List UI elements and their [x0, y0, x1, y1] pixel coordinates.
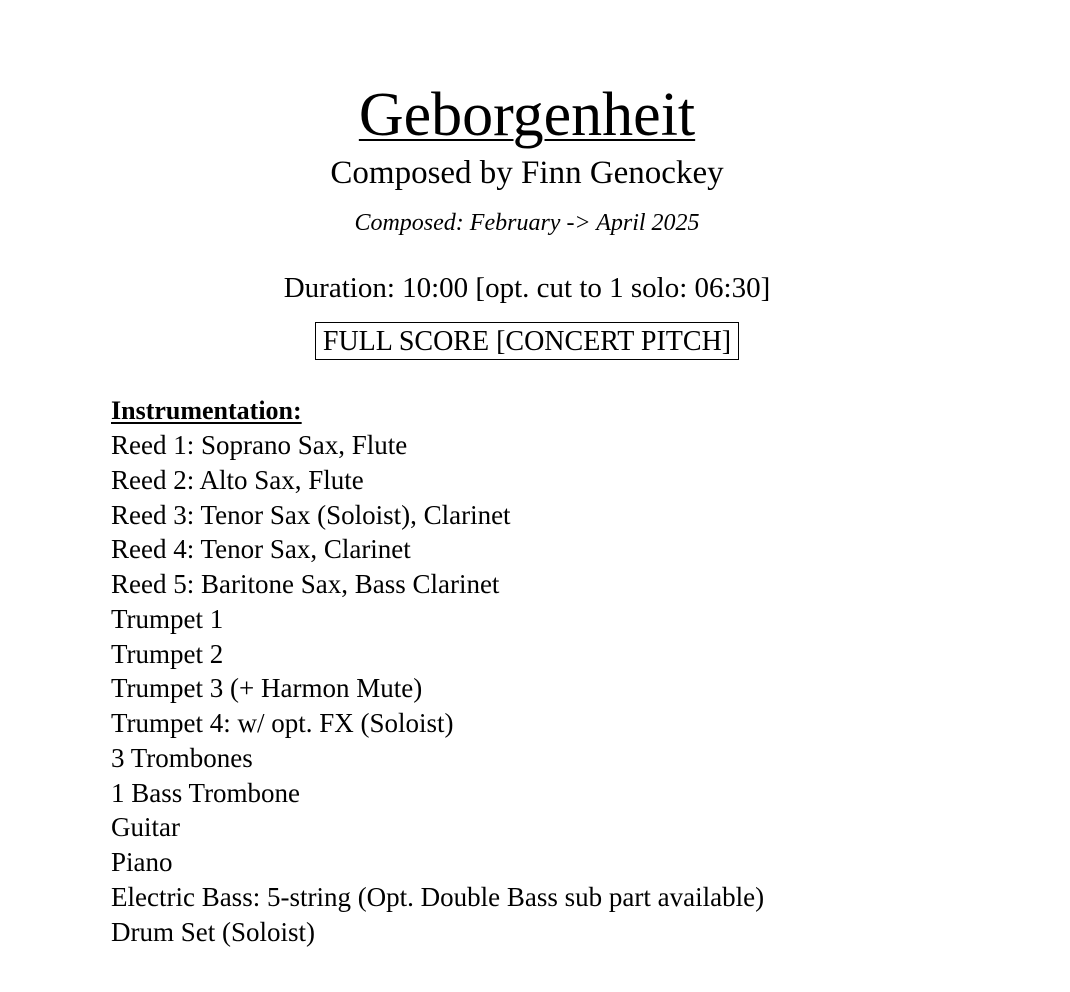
instrumentation-section: [111, 394, 764, 949]
instrument-item: Electric Bass: 5-string (Opt. Double Bass sub part available): [111, 881, 765, 912]
instrument-item: Reed 2: Alto Sax, Flute: [111, 464, 364, 495]
instrument-item: Guitar: [111, 812, 180, 843]
instrument-item: Trumpet 2: [111, 638, 224, 669]
duration-line: Duration: 10:00 [opt. cut to 1 solo: 06:30]: [283, 272, 771, 304]
piece-title: [0, 80, 1054, 150]
instrument-item: 3 Trombones: [111, 742, 253, 773]
score-type-box: FULL SCORE [CONCERT PITCH]: [315, 322, 739, 360]
instrument-item: Trumpet 4: w/ opt. FX (Soloist): [111, 708, 454, 738]
instrument-item: Trumpet 3 (+ Harmon Mute): [111, 673, 423, 704]
instrument-item: Reed 5: Baritone Sax, Bass Clarinet: [111, 569, 500, 599]
instrument-item: Reed 3: Tenor Sax (Soloist), Clarinet: [111, 499, 511, 530]
score-type-wrapper: [0, 322, 1054, 360]
instrument-item: Trumpet 1: [111, 603, 224, 634]
instrumentation-list: [111, 428, 764, 949]
instrumentation-heading: Instrumentation:: [111, 396, 302, 425]
composition-date: Composed: February -> April 2025: [354, 210, 700, 236]
piece-title-text: Geborgenheit: [358, 81, 696, 149]
instrument-item: 1 Bass Trombone: [111, 777, 301, 808]
instrument-item: Reed 1: Soprano Sax, Flute: [111, 430, 408, 460]
composer-credit: Composed by Finn Genockey: [330, 155, 724, 191]
instrument-item: Reed 4: Tenor Sax, Clarinet: [111, 534, 411, 565]
instrument-item: Piano: [111, 847, 173, 877]
instrument-item: Drum Set (Soloist): [111, 916, 316, 947]
